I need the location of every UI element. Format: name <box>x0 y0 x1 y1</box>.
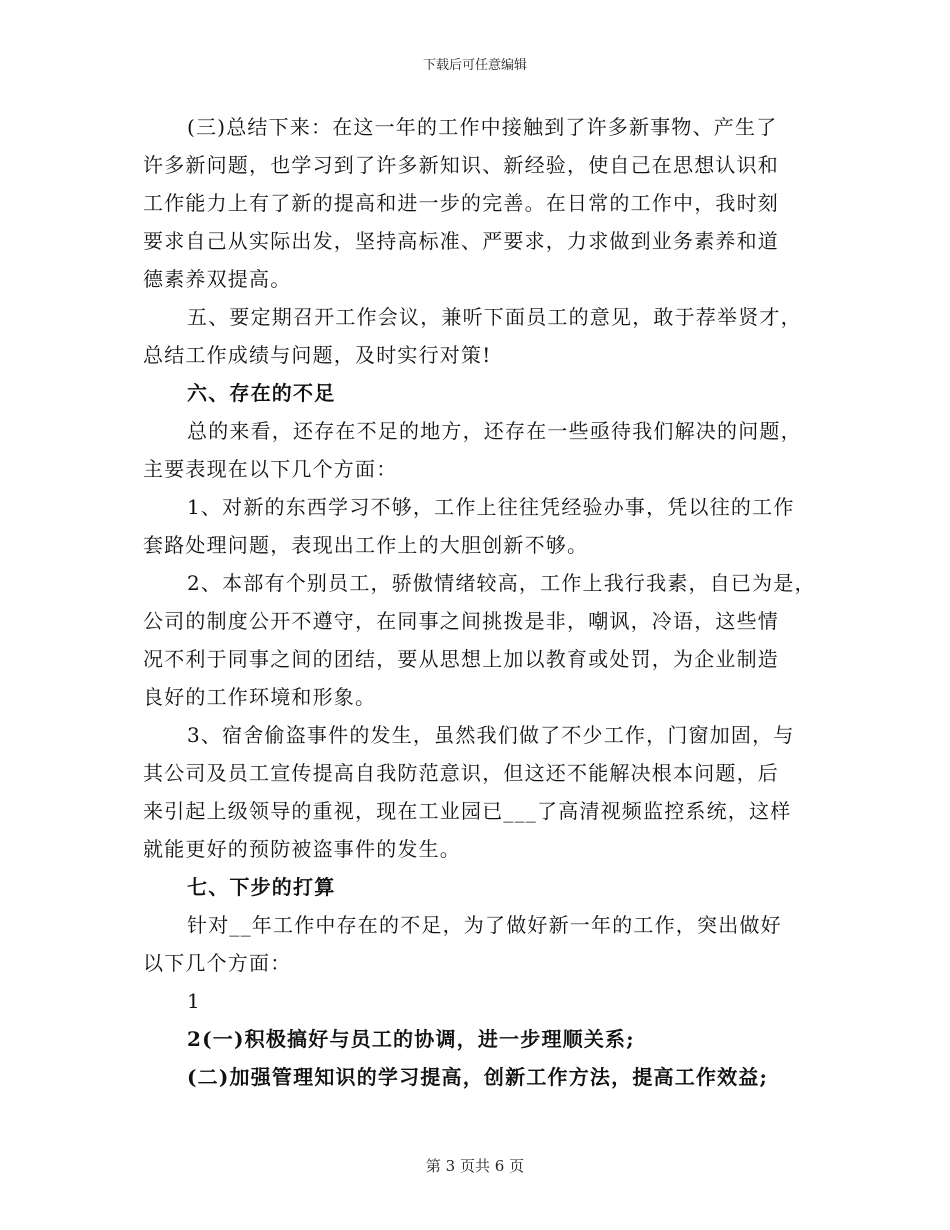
text-line: 良好的工作环境和形象。 <box>143 685 377 709</box>
text-line: 以下几个方面： <box>143 951 292 975</box>
text-line: 来引起上级领导的重视，现在工业园已___了高清视频监控系统，这样 <box>143 799 792 823</box>
text-line: 3、宿舍偷盗事件的发生，虽然我们做了不少工作，门窗加固，与 <box>187 723 795 747</box>
section-heading: 六、存在的不足 <box>187 381 336 405</box>
text-line: 公司的制度公开不遵守，在同事之间挑拨是非，嘲讽，冷语，这些情 <box>143 609 779 633</box>
text-line: 针对__年工作中存在的不足，为了做好新一年的工作，突出做好 <box>187 913 782 937</box>
text-line: 许多新问题，也学习到了许多新知识、新经验，使自己在思想认识和 <box>143 153 779 177</box>
text-line: 工作能力上有了新的提高和进一步的完善。在日常的工作中，我时刻 <box>143 191 779 215</box>
text-line: 1、对新的东西学习不够，工作上往往凭经验办事，凭以往的工作 <box>187 495 795 519</box>
page-footer: 第 3 页共 6 页 <box>425 1157 525 1175</box>
text-line: 2、本部有个别员工，骄傲情绪较高，工作上我行我素，自已为是， <box>187 571 816 595</box>
page-header: 下载后可任意编辑 <box>422 58 527 73</box>
text-line: 套路处理问题，表现出工作上的大胆创新不够。 <box>143 533 589 557</box>
text-line: 要求自己从实际出发，坚持高标准、严要求，力求做到业务素养和道 <box>143 229 779 253</box>
text-line: 况不利于同事之间的团结，要从思想上加以教育或处罚，为企业制造 <box>143 647 779 671</box>
list-number: 1 <box>187 989 201 1013</box>
plan-item: (二)加强管理知识的学习提高，创新工作方法，提高工作效益; <box>187 1065 769 1089</box>
document-body <box>143 108 816 1096</box>
text-line: 主要表现在以下几个方面： <box>143 457 398 481</box>
plan-item: 2(一)积极搞好与员工的协调，进一步理顺关系; <box>187 1027 635 1051</box>
text-line: 总结工作成绩与问题，及时实行对策! <box>143 343 492 367</box>
text-line: 就能更好的预防被盗事件的发生。 <box>143 837 461 861</box>
text-line: 其公司及员工宣传提高自我防范意识，但这还不能解决根本问题，后 <box>143 761 779 785</box>
text-line: 总的来看，还存在不足的地方，还存在一些亟待我们解决的问题， <box>187 419 802 443</box>
text-line: 五、要定期召开工作会议，兼听下面员工的意见，敢于荐举贤才， <box>187 305 802 329</box>
text-line: (三)总结下来：在这一年的工作中接触到了许多新事物、产生了 <box>187 115 778 139</box>
text-line: 德素养双提高。 <box>143 267 292 291</box>
section-heading: 七、下步的打算 <box>187 875 336 899</box>
